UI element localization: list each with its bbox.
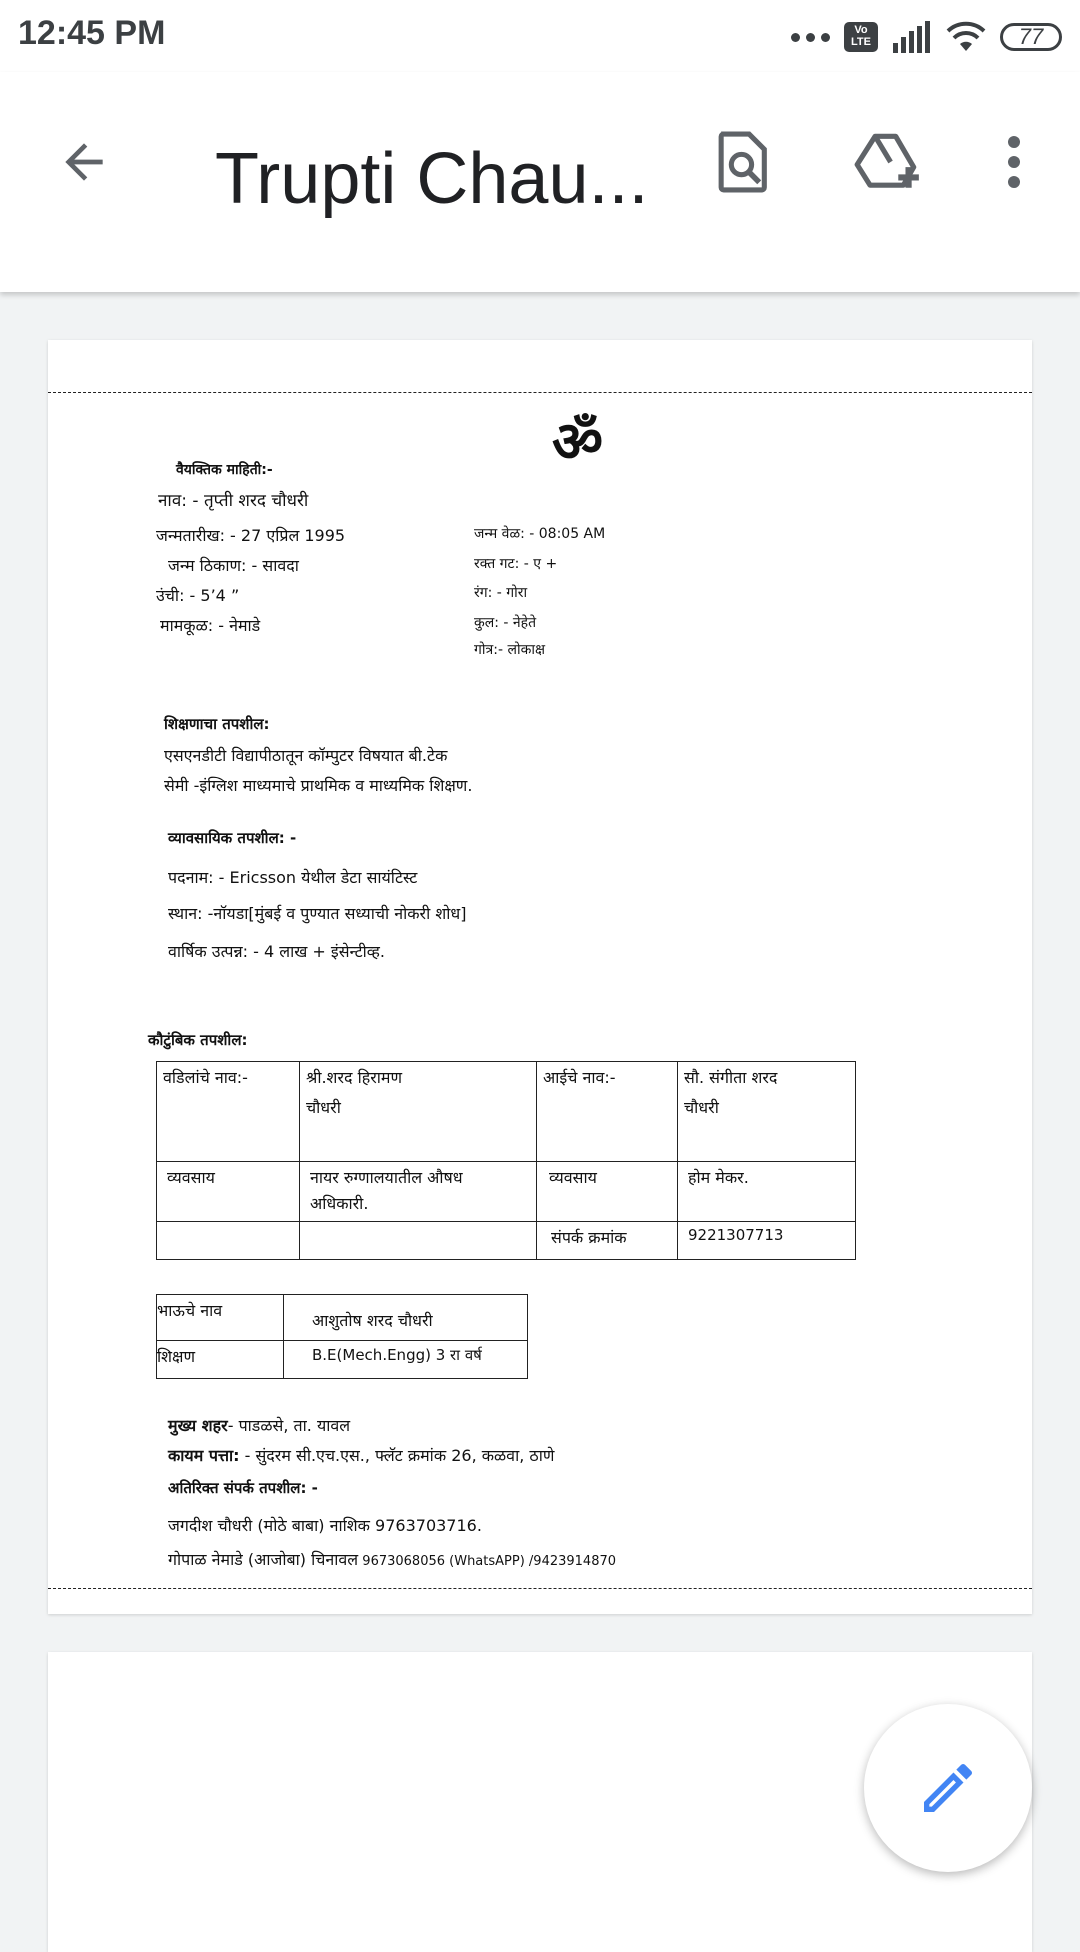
table-cell: भाऊचे नाव	[157, 1295, 284, 1341]
add-to-drive-button[interactable]	[846, 120, 930, 204]
table-cell: वडिलांचे नाव:-	[157, 1062, 300, 1162]
education-heading: शिक्षणाचा तपशील:	[164, 715, 270, 733]
education-line-2: सेमी -इंग्लिश माध्यमाचे प्राथमिक व माध्यमिक शिक्षण.	[164, 776, 473, 795]
personal-info-heading: वैयक्तिक माहिती:-	[176, 462, 273, 478]
family-heading: कौटुंबिक तपशील:	[148, 1031, 248, 1049]
address-text: कायम पत्ता: - सुंदरम सी.एच.एस., फ्लॅट क्रमांक 26, कळवा, ठाणे	[168, 1446, 555, 1465]
status-bar	[0, 0, 1080, 72]
table-cell: श्री.शरद हिरामण चौधरी	[300, 1062, 537, 1162]
table-cell: B.E(Mech.Engg) 3 रा वर्ष	[284, 1341, 528, 1379]
mamkul-text: मामकूळ: - नेमाडे	[160, 616, 261, 635]
main-city-text: मुख्य शहर- पाडळसे, ता. यावल	[168, 1416, 351, 1435]
back-arrow-icon	[56, 134, 112, 190]
table-cell: नायर रुग्णालयातील औषध अधिकारी.	[300, 1162, 537, 1222]
table-cell: व्यवसाय	[537, 1162, 678, 1222]
table-cell: व्यवसाय	[157, 1162, 300, 1222]
document-title: Trupti Chau...	[215, 139, 649, 219]
more-vert-icon	[1004, 134, 1024, 190]
status-icons	[791, 18, 1062, 56]
find-in-page-button[interactable]	[702, 120, 786, 204]
add-to-drive-icon	[852, 129, 924, 195]
location-text: स्थान: -नॉयडा[मुंबई व पुण्यात सध्याची नोकरी शोध]	[168, 904, 467, 923]
app-toolbar	[0, 72, 1080, 292]
family-table	[156, 1061, 856, 1260]
birth-time-text: जन्म वेळ: - 08:05 AM	[474, 526, 606, 542]
battery-icon: 77	[1000, 23, 1062, 51]
table-cell: सौ. संगीता शरद चौधरी	[678, 1062, 856, 1162]
back-button[interactable]	[44, 122, 124, 202]
income-text: वार्षिक उत्पन्न: - 4 लाख + इंसेन्टीव्ह.	[168, 942, 385, 961]
kul-text: कुल: - नेहेते	[474, 615, 537, 631]
complexion-text: रंग: - गोरा	[474, 585, 528, 601]
table-cell: 9221307713	[678, 1222, 856, 1260]
volte-icon: Vo LTE	[844, 22, 878, 52]
signal-icon	[892, 21, 932, 53]
table-cell: शिक्षण	[157, 1341, 284, 1379]
table-cell	[157, 1222, 300, 1260]
table-cell: संपर्क क्रमांक	[537, 1222, 678, 1260]
edit-pencil-icon	[916, 1756, 980, 1820]
find-in-page-icon	[713, 129, 775, 195]
document-page-1	[48, 340, 1032, 1614]
header-divider	[48, 392, 1032, 393]
table-row	[157, 1222, 856, 1260]
om-symbol: ॐ	[552, 410, 604, 475]
professional-heading: व्यावसायिक तपशील: -	[168, 829, 297, 847]
brother-table	[156, 1294, 528, 1379]
wifi-icon	[946, 21, 986, 53]
height-text: उंची: - 5’4 ”	[156, 586, 240, 605]
table-cell: आईचे नाव:-	[537, 1062, 678, 1162]
table-row	[157, 1295, 528, 1341]
status-time: 12:45 PM	[18, 14, 166, 52]
contact-2-text: गोपाळ नेमाडे (आजोबा) चिनावल 9673068056 (WhatsAPP) /9423914870	[168, 1550, 617, 1569]
table-cell: होम मेकर.	[678, 1162, 856, 1222]
extra-contact-heading: अतिरिक्त संपर्क तपशील: -	[168, 1479, 318, 1497]
dob-text: जन्मतारीख: - 27 एप्रिल 1995	[156, 526, 346, 545]
table-row	[157, 1062, 856, 1162]
gotra-text: गोत्र:- लोकाक्ष	[474, 642, 545, 658]
blood-group-text: रक्त गट: - ए +	[474, 556, 558, 572]
more-notifications-icon	[791, 33, 830, 42]
designation-text: पदनाम: - Ericsson येथील डेटा सायंटिस्ट	[168, 868, 418, 887]
table-row	[157, 1341, 528, 1379]
birth-place-text: जन्म ठिकाण: - सावदा	[168, 556, 299, 575]
table-cell	[300, 1222, 537, 1260]
edit-button[interactable]	[864, 1704, 1032, 1872]
contact-1-text: जगदीश चौधरी (मोठे बाबा) नाशिक 9763703716.	[168, 1516, 482, 1535]
table-cell: आशुतोष शरद चौधरी	[284, 1295, 528, 1341]
table-row	[157, 1162, 856, 1222]
education-line-1: एसएनडीटी विद्यापीठातून कॉम्पुटर विषयात बी.टेक	[164, 746, 448, 765]
footer-divider	[48, 1588, 1032, 1589]
more-options-button[interactable]	[972, 120, 1056, 204]
name-text: नाव: - तृप्ती शरद चौधरी	[158, 491, 309, 511]
